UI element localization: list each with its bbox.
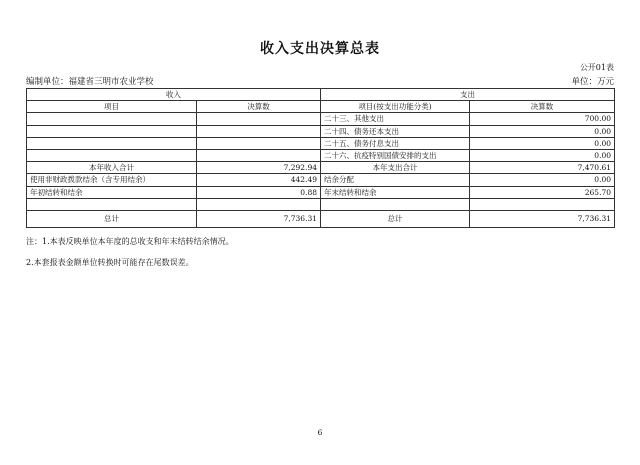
income-item-cell [27,113,197,125]
income-amount-cell: 442.49 [197,174,321,186]
table-row [27,149,615,161]
income-amount-cell [197,125,321,137]
col-expense-item: 项目(按支出功能分类) [321,101,470,113]
income-item-cell [27,125,197,137]
org-label: 编制单位：福建省三明市农业学校 [26,77,154,87]
col-expense-amount: 决算数 [470,101,615,113]
unit-label: 单位：万元 [571,77,614,87]
income-amount-cell [197,198,321,210]
table-row [27,174,615,186]
col-income-item: 项目 [27,101,197,113]
table-row [27,198,615,210]
column-header-row [27,101,615,113]
income-amount-cell [197,137,321,149]
income-amount-cell: 7,736.31 [197,210,321,227]
expense-amount-cell: 265.70 [470,186,615,198]
income-amount-cell [197,113,321,125]
table-row [27,162,615,174]
expense-amount-cell: 7,736.31 [470,210,615,227]
expense-amount-cell: 0.00 [470,137,615,149]
expense-amount-cell: 0.00 [470,125,615,137]
income-section-header: 收入 [27,89,321,101]
expense-item-cell: 年末结转和结余 [321,186,470,198]
income-item-cell [27,198,197,210]
income-item-cell: 本年收入合计 [27,162,197,174]
expense-amount-cell: 0.00 [470,149,615,161]
expense-item-cell: 二十六、抗疫特别国债安排的支出 [321,149,470,161]
income-item-cell [27,149,197,161]
expense-item-cell: 二十五、债务付息支出 [321,137,470,149]
expense-item-cell: 本年支出合计 [321,162,470,174]
expense-item-cell [321,198,470,210]
income-amount-cell: 7,292.94 [197,162,321,174]
income-amount-cell: 0.88 [197,186,321,198]
income-expense-table [26,88,615,228]
table-row [27,113,615,125]
section-header-row [27,89,615,101]
page-number: 6 [317,428,323,437]
table-row [27,137,615,149]
notes [26,236,234,278]
income-item-cell [27,137,197,149]
expense-section-header: 支出 [321,89,615,101]
expense-item-cell: 二十三、其他支出 [321,113,470,125]
header-meta-row [26,75,614,87]
expense-amount-cell: 0.00 [470,174,615,186]
income-item-cell: 年初结转和结余 [27,186,197,198]
note-2: 2.本套报表金额单位转换时可能存在尾数误差。 [26,258,194,267]
income-item-cell: 总计 [27,210,197,227]
income-item-cell: 使用非财政拨款结余（含专用结余） [27,174,197,186]
expense-amount-cell: 700.00 [470,113,615,125]
expense-item-cell: 总计 [321,210,470,227]
form-code: 公开01表 [579,63,614,72]
table-row [27,186,615,198]
table-row [27,125,615,137]
expense-amount-cell: 7,470.61 [470,162,615,174]
expense-item-cell: 结余分配 [321,174,470,186]
page-title: 收入支出决算总表 [260,41,380,57]
expense-amount-cell [470,198,615,210]
col-income-amount: 决算数 [197,101,321,113]
table-row [27,210,615,227]
note-1: 注：1.本表反映单位本年度的总收支和年末结转结余情况。 [26,237,234,246]
income-amount-cell [197,149,321,161]
expense-item-cell: 二十四、债务还本支出 [321,125,470,137]
